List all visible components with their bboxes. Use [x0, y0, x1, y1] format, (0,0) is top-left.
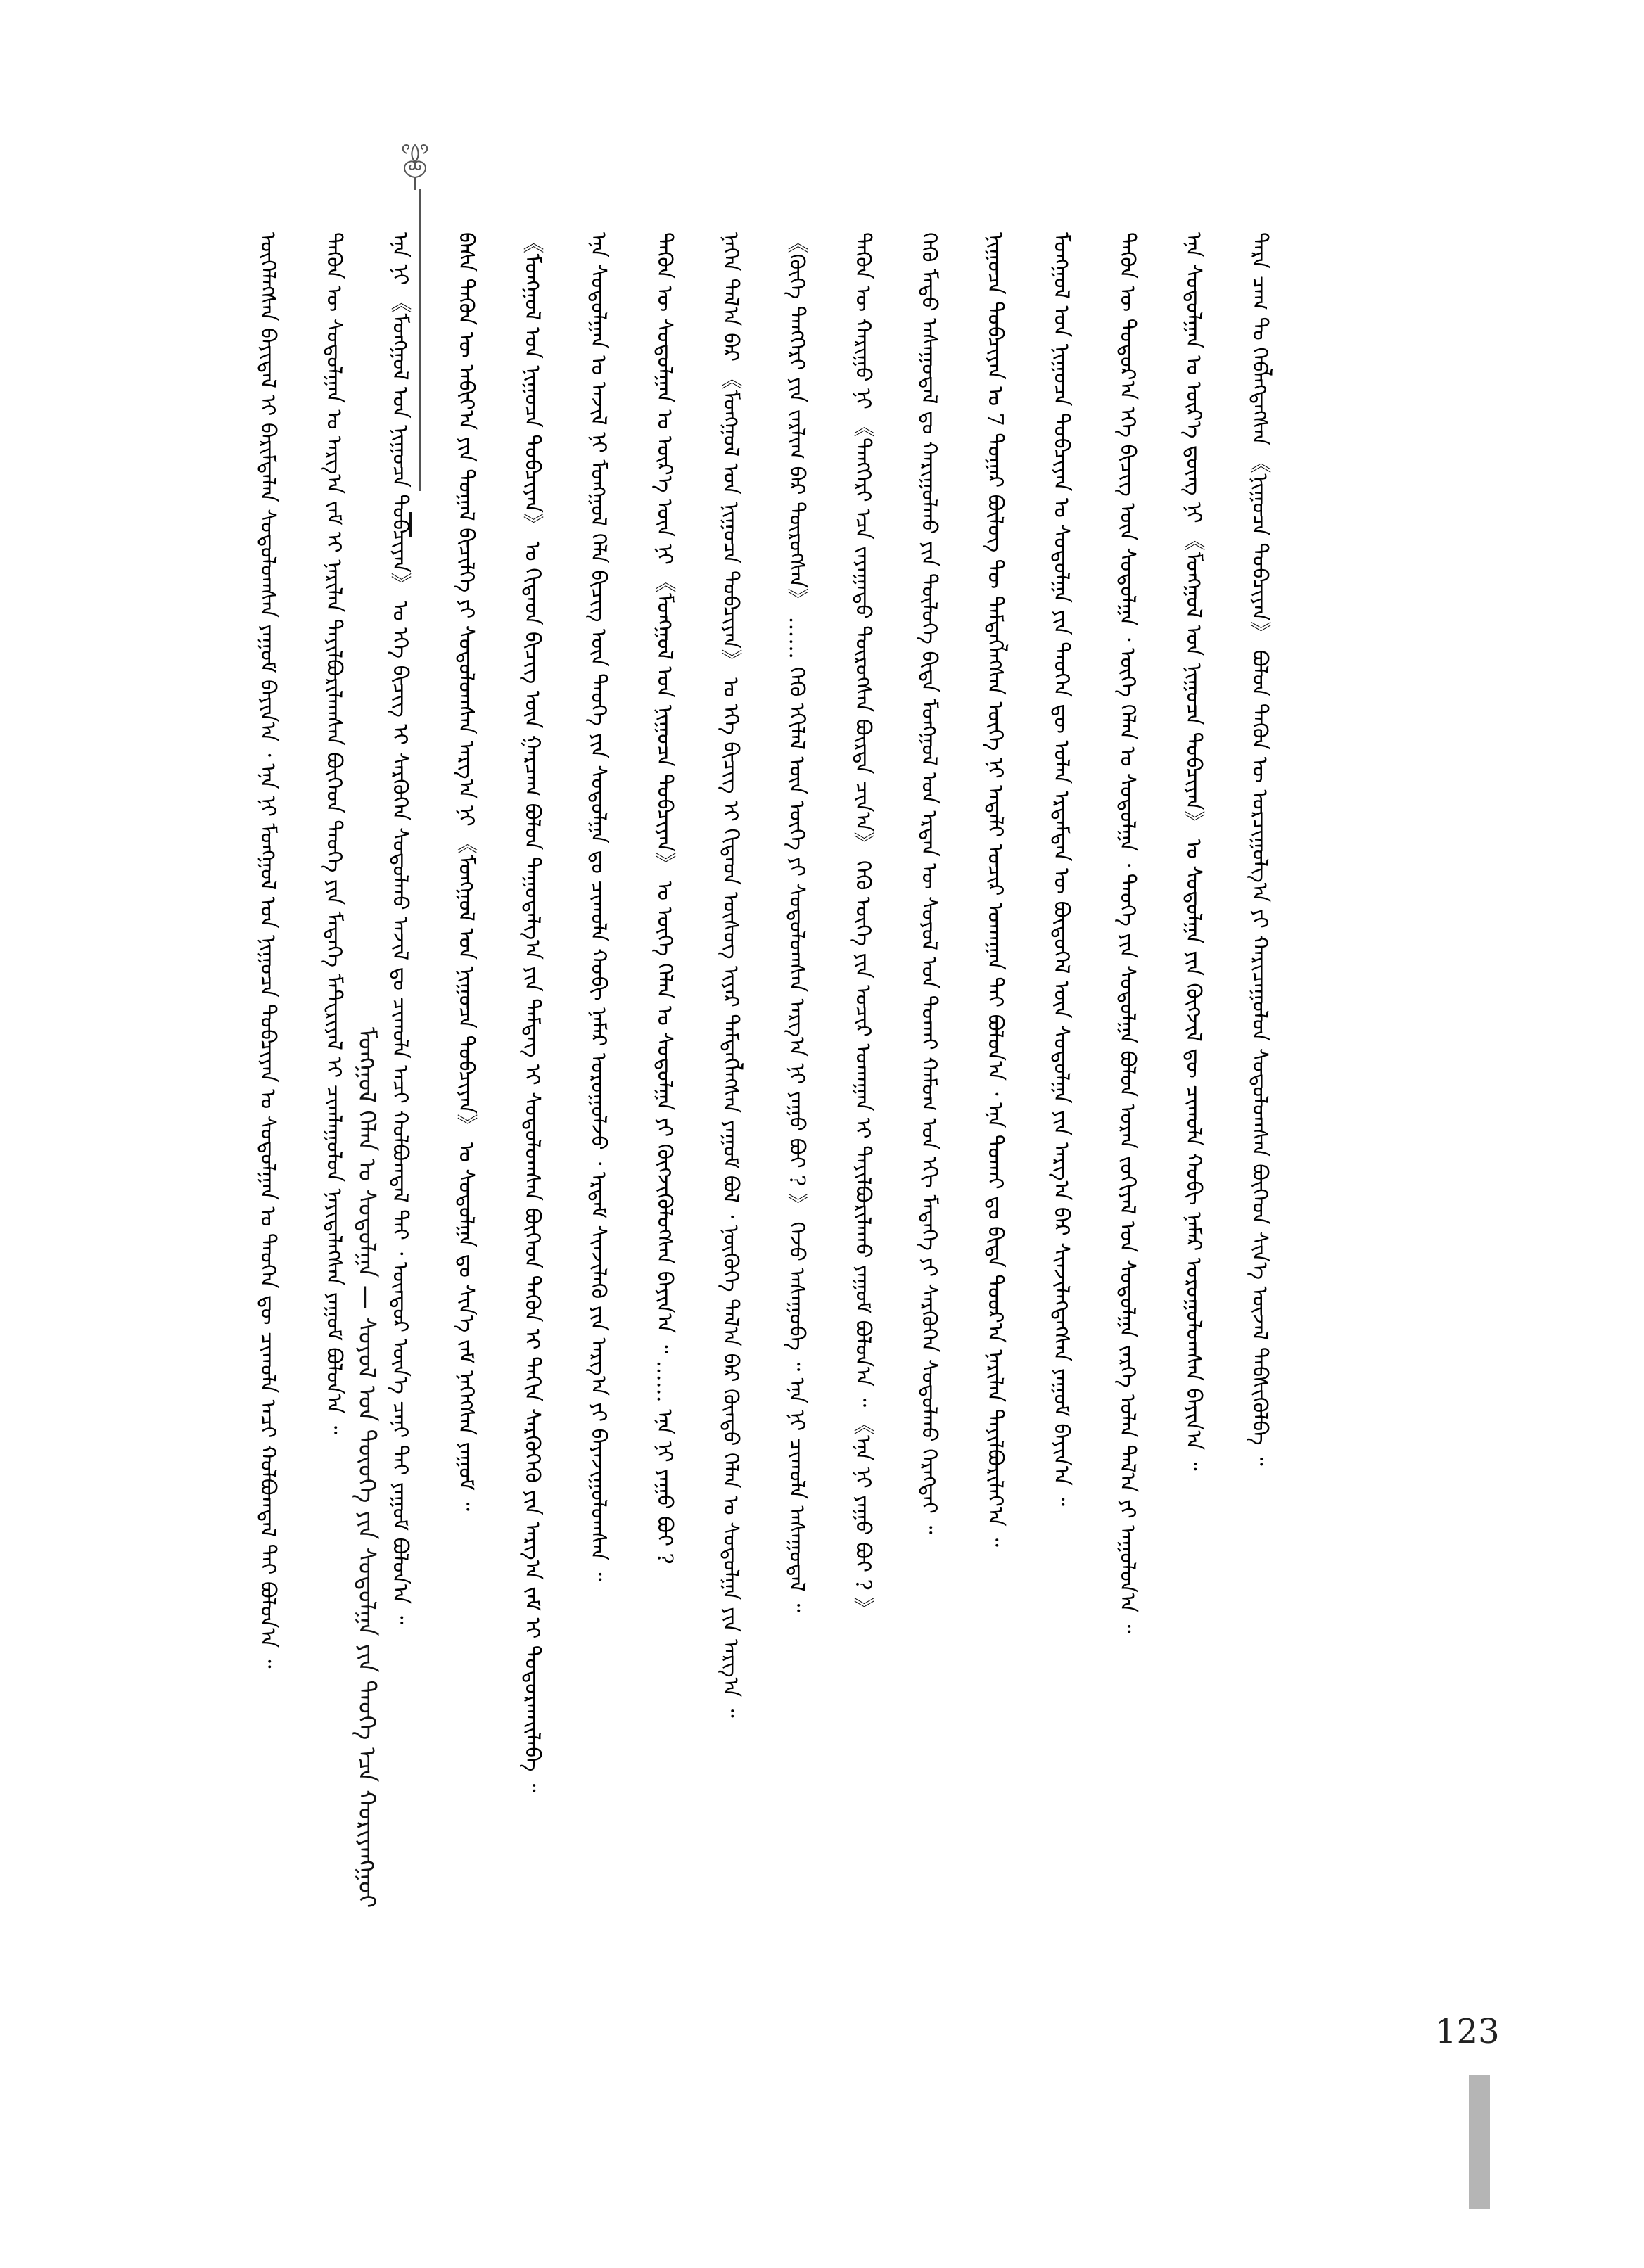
- body-text: [253, 232, 1308, 1792]
- text-line: ᠭᠡᠬᠦ ᠮᠡᠲᠦ ᠠᠰᠠᠭᠤᠳᠠᠯ ᠳᠤ ᠬᠠᠷᠢᠭᠤᠯᠬᠤ ᠶᠢᠨ ᠲᠥᠯᠦᠭᠡ ᠪᠢᠳᠡ ᠮᠣᠩᠭᠣᠯ ᠤᠨ ᠡᠷᠲᠡᠨ ᠦ ᠰᠤᠶᠤᠯ ᠤᠨ ᠲᠤᠬᠠᠢ ᠬᠠᠮᠤᠭ ᠤᠨ ᠡᠬᠢ ᠮᠡᠳᠡᠭᠡ ᠶᠢ ᠰᠡᠷᠭᠦᠭᠡᠨ ᠰᠤᠳᠤᠯᠬᠤ ᠬᠡᠷᠡᠭᠲᠡᠢ ᠃: [917, 232, 941, 1534]
- text-line: 《ᠮᠣᠩᠭᠣᠯ ᠤᠨ ᠨᠢᠭᠤᠴᠠ ᠲᠣᠪᠴᠢᠶᠠᠨ》 ᠤ ᠬᠢᠲᠠᠳ ᠪᠢᠴᠢᠭ ᠦᠨ ᠭᠠᠷᠴᠠᠭ ᠪᠣᠯᠤᠨ ᠳᠠᠭᠤᠳᠠᠯᠭ᠎ᠠ ᠶᠢᠨ ᠲᠡᠮᠳᠡᠭ ᠢ ᠰᠤᠳᠤᠯᠤᠭᠰᠠᠨ ᠪᠥᠭᠡᠳ ᠲᠡᠭᠦᠨ ᠢ ᠳᠠᠬᠢᠨ ᠰᠡᠷᠭᠦᠭᠡᠬᠦ ᠶᠢᠨ ᠠᠷᠭ᠎ᠠ ᠵᠠᠮ ᠢ ᠲᠣᠳᠤᠷᠬᠠᠢᠯᠠᠪᠠ ᠃: [520, 232, 544, 1792]
- page-number: 123: [1435, 2012, 1500, 2051]
- text-line: ᠲᠡᠭᠦᠨ ᠦ ᠳᠣᠲᠣᠷ᠎ᠠ ᠡᠬᠡ ᠪᠢᠴᠢᠭ ᠦᠨ ᠰᠤᠳᠤᠯᠭᠠ ᠂ ᠦᠭᠡ ᠬᠡᠯᠡᠨ ᠤ ᠰᠤᠳᠤᠯᠭᠠ ᠂ ᠲᠡᠦᠬᠡ ᠶᠢᠨ ᠰᠤᠳᠤᠯᠭᠠ ᠪᠣᠯᠤᠨ ᠤᠷᠠᠨ ᠵᠣᠬᠢᠶᠠᠯ ᠤᠨ ᠰᠤᠳᠤᠯᠭᠠ ᠵᠡᠷᠭᠡ ᠣᠯᠠᠨ ᠲᠠᠯ᠎ᠠ ᠶᠢ ᠠᠭᠤᠯᠤᠨ᠎ᠠ ᠃: [1115, 232, 1140, 1633]
- text-line: ᠡᠨᠡ ᠨᠢ 《ᠮᠣᠩᠭᠣᠯ ᠤᠨ ᠨᠢᠭᠤᠴᠠ ᠲᠣᠪᠴᠢᠶᠠᠨ》 ᠤ ᠡᠬᠡ ᠪᠢᠴᠢᠭ ᠢ ᠰᠡᠷᠬᠦᠭᠡᠨ ᠰᠤᠳᠤᠯᠬᠤ ᠠᠵᠢᠯ ᠳᠤ ᠴᠢᠬᠤᠯᠠ ᠠᠴᠢ ᠬᠣᠯᠪᠣᠭᠳᠠᠯ ᠲᠠᠶ ᠂ ᠥᠨᠳᠦᠷ ᠦᠨ᠎ᠡ ᠴᠡᠨᠢ ᠲᠡᠶ ᠶᠠᠭᠤᠮ ᠪᠣᠯᠤᠨ᠎ᠠ ᠃: [388, 232, 412, 1625]
- text-line: ᠡᠨᠡ ᠰᠤᠳᠤᠯᠭᠠᠨ ᠤ ᠠᠵᠢᠯ ᠨᠢ ᠮᠣᠩᠭᠣᠯ ᠬᠡᠯᠡ ᠪᠢᠴᠢᠭ ᠦᠨ ᠲᠡᠦᠬᠡ ᠶᠢᠨ ᠰᠤᠳᠤᠯᠭᠠ ᠳᠤ ᠴᠢᠬᠤᠯᠠ ᠬᠤᠪᠢ ᠨᠡᠮᠡᠷ ᠣᠷᠤᠭᠤᠯᠵᠤ ᠂ ᠡᠷᠳᠡᠮ ᠰᠢᠨᠵᠢᠯᠡᠬᠦ ᠶᠢᠨ ᠠᠷᠭ᠎ᠠ ᠶᠢ ᠪᠠᠶᠠᠵᠢᠭᠤᠯᠤᠭᠰᠠᠨ ᠃: [586, 232, 611, 1581]
- header-title: ᠮᠣᠩᠭᠣᠯ ᠬᠡᠯᠡᠨ ᠤ ᠰᠤᠳᠤᠯᠭᠠ — ᠰᠣᠶᠣᠯ ᠤᠨ ᠲᠦᠦᠬᠡ ᠶᠢᠨ ᠰᠤᠳᠤᠯᠭᠠ ᠶᠢᠨ ᠲᠡᠦᠬᠡ ᠡᠴᠡ ᠬᠤᠷᠢᠶᠠᠩᠭᠤᠢ: [352, 1027, 381, 1909]
- text-line: ᠲᠡᠭᠦᠨ ᠦ ᠰᠤᠳᠤᠯᠭᠠᠨ ᠤ ᠠᠷᠭ᠎ᠠ ᠵᠠᠮ ᠢ ᠨᠠᠷᠢᠯᠠᠨ ᠲᠠᠶᠢᠯᠪᠤᠷᠢᠯᠠᠭᠰᠠᠨ ᠪᠥᠭᠡᠳ ᠲᠡᠦᠬᠡ ᠶᠢᠨ ᠮᠡᠳᠡᠭᠡ ᠮᠠᠲᠸᠷᠢᠶᠠᠯ ᠢ ᠴᠢᠭᠯᠠᠭᠤᠯᠤᠨ ᠨᠡᠶᠢᠲᠡᠯᠡᠭᠰᠡᠨ ᠶᠠᠭᠤᠮ ᠪᠣᠯᠤᠨ᠎ᠠ ᠃: [321, 232, 346, 1434]
- text-line: 《ᠬᠥᠬᠡ ᠲᠡᠩᠭᠡᠷᠢ ᠶᠢᠨ ᠵᠠᠷᠯᠢᠭ ᠪᠠᠷ ᠲᠥᠷᠦᠭᠰᠡᠨ》 …… ᠭᠡᠬᠦ ᠡᠬᠢᠯᠡᠯ ᠦᠨ ᠦᠭᠡ ᠶᠢ ᠰᠤᠳᠤᠯᠤᠭᠰᠠᠨ ᠠᠷᠭ᠎ᠠ ᠨᠢ ᠶᠠᠭᠤ ᠪᠤᠢ ? 》 ᠭᠡᠵᠦ ᠠᠰᠠᠭᠤᠪᠠ ᠃ ᠡᠨᠡ ᠨᠢ ᠴᠢᠬᠤᠯᠠ ᠠᠰᠠᠭᠤᠳᠠᠯ ᠃: [784, 232, 809, 1612]
- ornament-icon: [394, 141, 436, 191]
- text-line: ᠨᠡᠭᠡᠨ ᠲᠠᠯ᠎ᠠ ᠪᠡᠷ 《ᠮᠣᠩᠭᠣᠯ ᠤᠨ ᠨᠢᠭᠤᠴᠠ ᠲᠣᠪᠴᠢᠶᠠᠨ》 ᠤ ᠡᠬᠡ ᠪᠢᠴᠢᠭ ᠢ ᠬᠢᠲᠠᠳ ᠦᠰᠦᠭ ᠢᠶᠡᠷ ᠲᠡᠮᠳᠡᠭᠯᠡᠭᠰᠡᠨ ᠶᠠᠭᠤᠮ ᠪᠣᠯ ᠂ ᠨᠥᠭᠦᠭᠡ ᠲᠠᠯ᠎ᠠ ᠪᠡᠷ ᠬᠦᠨᠳᠦ ᠬᠡᠯᠡᠨ ᠤ ᠰᠤᠳᠤᠯᠭᠠ ᠶᠢᠨ ᠠᠷᠭ᠎ᠠ ᠃: [718, 232, 743, 1718]
- text-line: ᠨᠢᠭᠤᠴᠠ ᠲᠣᠪᠴᠢᠶᠠᠨ ᠤ 7 ᠳᠤᠭᠠᠷ ᠪᠦᠯᠦᠭ ᠲᠦ ᠲᠡᠮᠳᠡᠭᠯᠡᠭᠰᠡᠨ ᠦᠭᠡ ᠨᠢ ᠠᠳᠠᠯᠢ ᠤᠴᠢᠷ ᠤᠬᠠᠭᠠᠨ ᠲᠠᠶ ᠪᠣᠯᠤᠨ᠎ᠠ ᠂ ᠡᠨᠡ ᠲᠤᠬᠠᠢ ᠳᠤ ᠪᠢᠳᠡ ᠳᠣᠣᠷ᠎ᠠ ᠨᠠᠷᠢᠯᠠᠨ ᠲᠠᠶᠢᠯᠪᠤᠷᠢᠯᠠᠶ᠎ᠠ ᠃: [983, 232, 1007, 1547]
- text-line: ᠡᠨᠡ ᠰᠤᠳᠤᠯᠭᠠᠨ ᠤ ᠦᠷ᠎ᠡ ᠳ᠋ᠦᠩ ᠨᠢ 《ᠮᠣᠩᠭᠣᠯ ᠤᠨ ᠨᠢᠭᠤᠴᠠ ᠲᠣᠪᠴᠢᠶᠠᠨ》 ᠤ ᠰᠤᠳᠤᠯᠭᠠ ᠶᠢᠨ ᠬᠥᠭᠵᠢᠯ ᠳᠦ ᠴᠢᠬᠤᠯᠠ ᠬᠤᠪᠢ ᠨᠡᠮᠡᠷ ᠣᠷᠤᠭᠤᠯᠤᠭᠰᠠᠨ ᠪᠠᠶᠢᠨ᠎ᠠ ᠃: [1181, 232, 1206, 1471]
- text-line: ᠲᠡᠷᠡ ᠴᠠᠭ ᠲᠤ ᠬᠡᠪᠯᠡᠭᠳᠡᠭᠰᠡᠨ 《ᠨᠢᠭᠤᠴᠠ ᠲᠣᠪᠴᠢᠶᠠᠨ》 ᠪᠣᠯᠤᠨ ᠲᠡᠭᠦᠨ ᠦ ᠣᠷᠴᠢᠭᠤᠯᠭ᠎ᠠ ᠶᠢ ᠬᠠᠷᠢᠴᠠᠭᠤᠯᠤᠨ ᠰᠤᠳᠤᠯᠤᠭᠰᠠᠨ ᠪᠥᠭᠡᠳ ᠰᠢᠨ᠎ᠡ ᠦᠵᠡᠯ ᠳᠡᠪᠰᠢᠭᠦᠯᠪᠡ ᠃: [1247, 232, 1272, 1466]
- thumb-tab: [1469, 2075, 1490, 2209]
- text-line: ᠮᠣᠩᠭᠣᠯ ᠤᠨ ᠨᠢᠭᠤᠴᠠ ᠲᠣᠪᠴᠢᠶᠠᠨ ᠤ ᠰᠤᠳᠤᠯᠭᠠ ᠶᠢᠨ ᠲᠡᠦᠬᠡᠨ ᠳᠦ ᠣᠯᠠᠨ ᠡᠷᠳᠡᠮᠲᠡᠨ ᠦ ᠪᠦᠲᠦᠭᠡᠯ ᠦᠨ ᠰᠤᠳᠤᠯᠭᠠ ᠶᠢᠨ ᠠᠷᠭ᠎ᠠ ᠪᠠᠷ ᠰᠢᠨᠵᠢᠯᠡᠭᠳᠡᠭᠰᠡᠨ ᠶᠠᠭᠤᠮ ᠪᠠᠶᠢᠨ᠎ᠠ ᠃: [1049, 232, 1073, 1506]
- text-line: ᠲᠡᠭᠦᠨ ᠦ ᠬᠠᠷᠢᠭᠤ ᠨᠢ 《ᠲᠡᠩᠭᠡᠷᠢ ᠡᠴᠡ ᠵᠠᠶᠠᠭᠠᠲᠤ ᠲᠥᠷᠦᠭᠰᠡᠨ ᠪᠥᠷᠲᠡ ᠴᠢᠨ᠎ᠠ》 ᠭᠡᠬᠦ ᠦᠭᠡ ᠶᠢᠨ ᠤᠴᠢᠷ ᠤᠬᠠᠭᠠᠨ ᠢ ᠲᠠᠶᠢᠯᠪᠤᠷᠢᠯᠠᠬᠤ ᠶᠠᠭᠤᠮ ᠪᠣᠯᠤᠨ᠎ᠠ ᠃ 《ᠡᠨᠡ ᠨᠢ ᠶᠠᠭᠤ ᠪᠤᠢ ? 》: [850, 232, 875, 1619]
- text-line: ᠲᠡᠭᠦᠨ ᠦ ᠰᠤᠳᠤᠯᠭᠠᠨ ᠤ ᠦᠷ᠎ᠡ ᠦᠨ ᠨᠢ 《ᠮᠣᠩᠭᠣᠯ ᠤᠨ ᠨᠢᠭᠤᠴᠠ ᠲᠣᠪᠴᠢᠶᠠᠨ》 ᠤ ᠦᠭᠡ ᠬᠡᠯᠡᠨ ᠤ ᠰᠤᠳᠤᠯᠭᠠ ᠶᠢ ᠬᠥᠭᠵᠢᠭᠦᠯᠦᠭᠰᠡᠨ ᠪᠠᠶᠢᠨ᠎ᠠ ᠃ …… ᠡᠨᠡ ᠨᠢ ᠶᠠᠭᠤ ᠪᠤᠢ ?: [652, 232, 677, 1565]
- text-line: ᠦᠭᠡᠯᠡᠭᠰᠡᠨ ᠪᠠᠶᠢᠳᠠᠯ ᠢ ᠪᠠᠷᠢᠮᠲᠠᠯᠠᠨ ᠰᠤᠳᠤᠯᠤᠭᠰᠠᠨ ᠶᠠᠭᠤᠮ ᠪᠠᠶᠢᠨ᠎ᠠ ᠂ ᠡᠨᠡ ᠨᠢ ᠮᠣᠩᠭᠣᠯ ᠤᠨ ᠨᠢᠭᠤᠴᠠ ᠲᠣᠪᠴᠢᠶᠠᠨ ᠤ ᠰᠤᠳᠤᠯᠭᠠᠨ ᠤ ᠲᠡᠦᠬᠡᠨ ᠳᠦ ᠴᠢᠬᠤᠯᠠ ᠠᠴᠢ ᠬᠣᠯᠪᠣᠭᠳᠠᠯ ᠲᠠᠶ ᠪᠣᠯᠤᠨ᠎ᠠ ᠃: [255, 232, 280, 1669]
- text-line: ᠪᠠᠰᠠ ᠲᠡᠭᠦᠨ ᠦ ᠠᠪᠢᠶ᠎ᠠ ᠶᠢᠨ ᠲᠤᠭᠠᠯ ᠪᠢᠴᠢᠯᠭᠡ ᠶᠢ ᠰᠤᠳᠤᠯᠤᠭᠰᠠᠨ ᠠᠷᠭ᠎ᠠ ᠨᠢ 《ᠮᠣᠩᠭᠣᠯ ᠤᠨ ᠨᠢᠭᠤᠴᠠ ᠲᠣᠪᠴᠢᠶᠠᠨ》 ᠤ ᠰᠤᠳᠤᠯᠭᠠ ᠳᠤ ᠰᠢᠨ᠎ᠡ ᠵᠠᠮ ᠨᠡᠭᠡᠭᠰᠡᠨ ᠶᠠᠭᠤᠮ ᠃: [454, 232, 478, 1511]
